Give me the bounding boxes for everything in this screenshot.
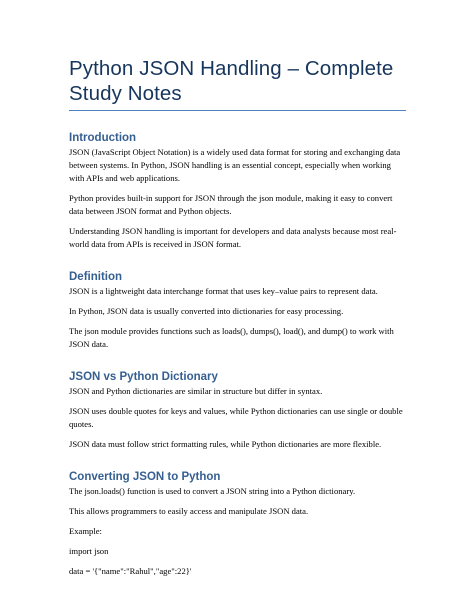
title-line-2: Study Notes <box>69 82 182 105</box>
json-vs-dict-paragraph-2: JSON uses double quotes for keys and values, while Python dictionaries can use single or double quotes. <box>69 406 403 429</box>
definition-paragraph-3: The json module provides functions such as loads(), dumps(), load(), and dump() to work with JSON data. <box>69 326 394 349</box>
converting-example-label: Example: <box>69 526 102 536</box>
title-underline <box>69 110 406 111</box>
introduction-paragraph-3: Understanding JSON handling is important for developers and data analysts because most real-world data from APIs is received in JSON format. <box>69 226 397 249</box>
json-vs-dict-paragraph-1: JSON and Python dictionaries are similar in structure but differ in syntax. <box>69 386 323 396</box>
code-line-data: data = '{"name":"Rahul","age":22}' <box>69 566 192 576</box>
title-line-1: Python JSON Handling – Complete <box>69 57 394 80</box>
introduction-paragraph-2: Python provides built-in support for JSON through the json module, making it easy to convert data between JSON format and Python objects. <box>69 193 393 216</box>
json-vs-dict-paragraph-3: JSON data must follow strict formatting rules, while Python dictionaries are more flexible. <box>69 439 382 449</box>
definition-paragraph-2: In Python, JSON data is usually converted into dictionaries for easy processing. <box>69 306 344 316</box>
introduction-paragraph-1: JSON (JavaScript Object Notation) is a widely used data format for storing and exchanging data between systems. In Python, JSON handling is an essential concept, especially when working with APIs and web applications. <box>69 147 401 183</box>
section-heading-converting: Converting JSON to Python <box>69 471 221 483</box>
document-title <box>69 56 406 106</box>
converting-paragraph-1: The json.loads() function is used to convert a JSON string into a Python dictionary. <box>69 486 356 496</box>
definition-paragraph-1: JSON is a lightweight data interchange format that uses key–value pairs to represent data. <box>69 286 378 296</box>
converting-paragraph-2: This allows programmers to easily access and manipulate JSON data. <box>69 506 309 516</box>
section-heading-definition: Definition <box>69 271 123 283</box>
section-heading-introduction: Introduction <box>69 132 137 144</box>
code-line-import: import json <box>69 546 109 556</box>
section-heading-json-vs-dict: JSON vs Python Dictionary <box>69 371 218 383</box>
